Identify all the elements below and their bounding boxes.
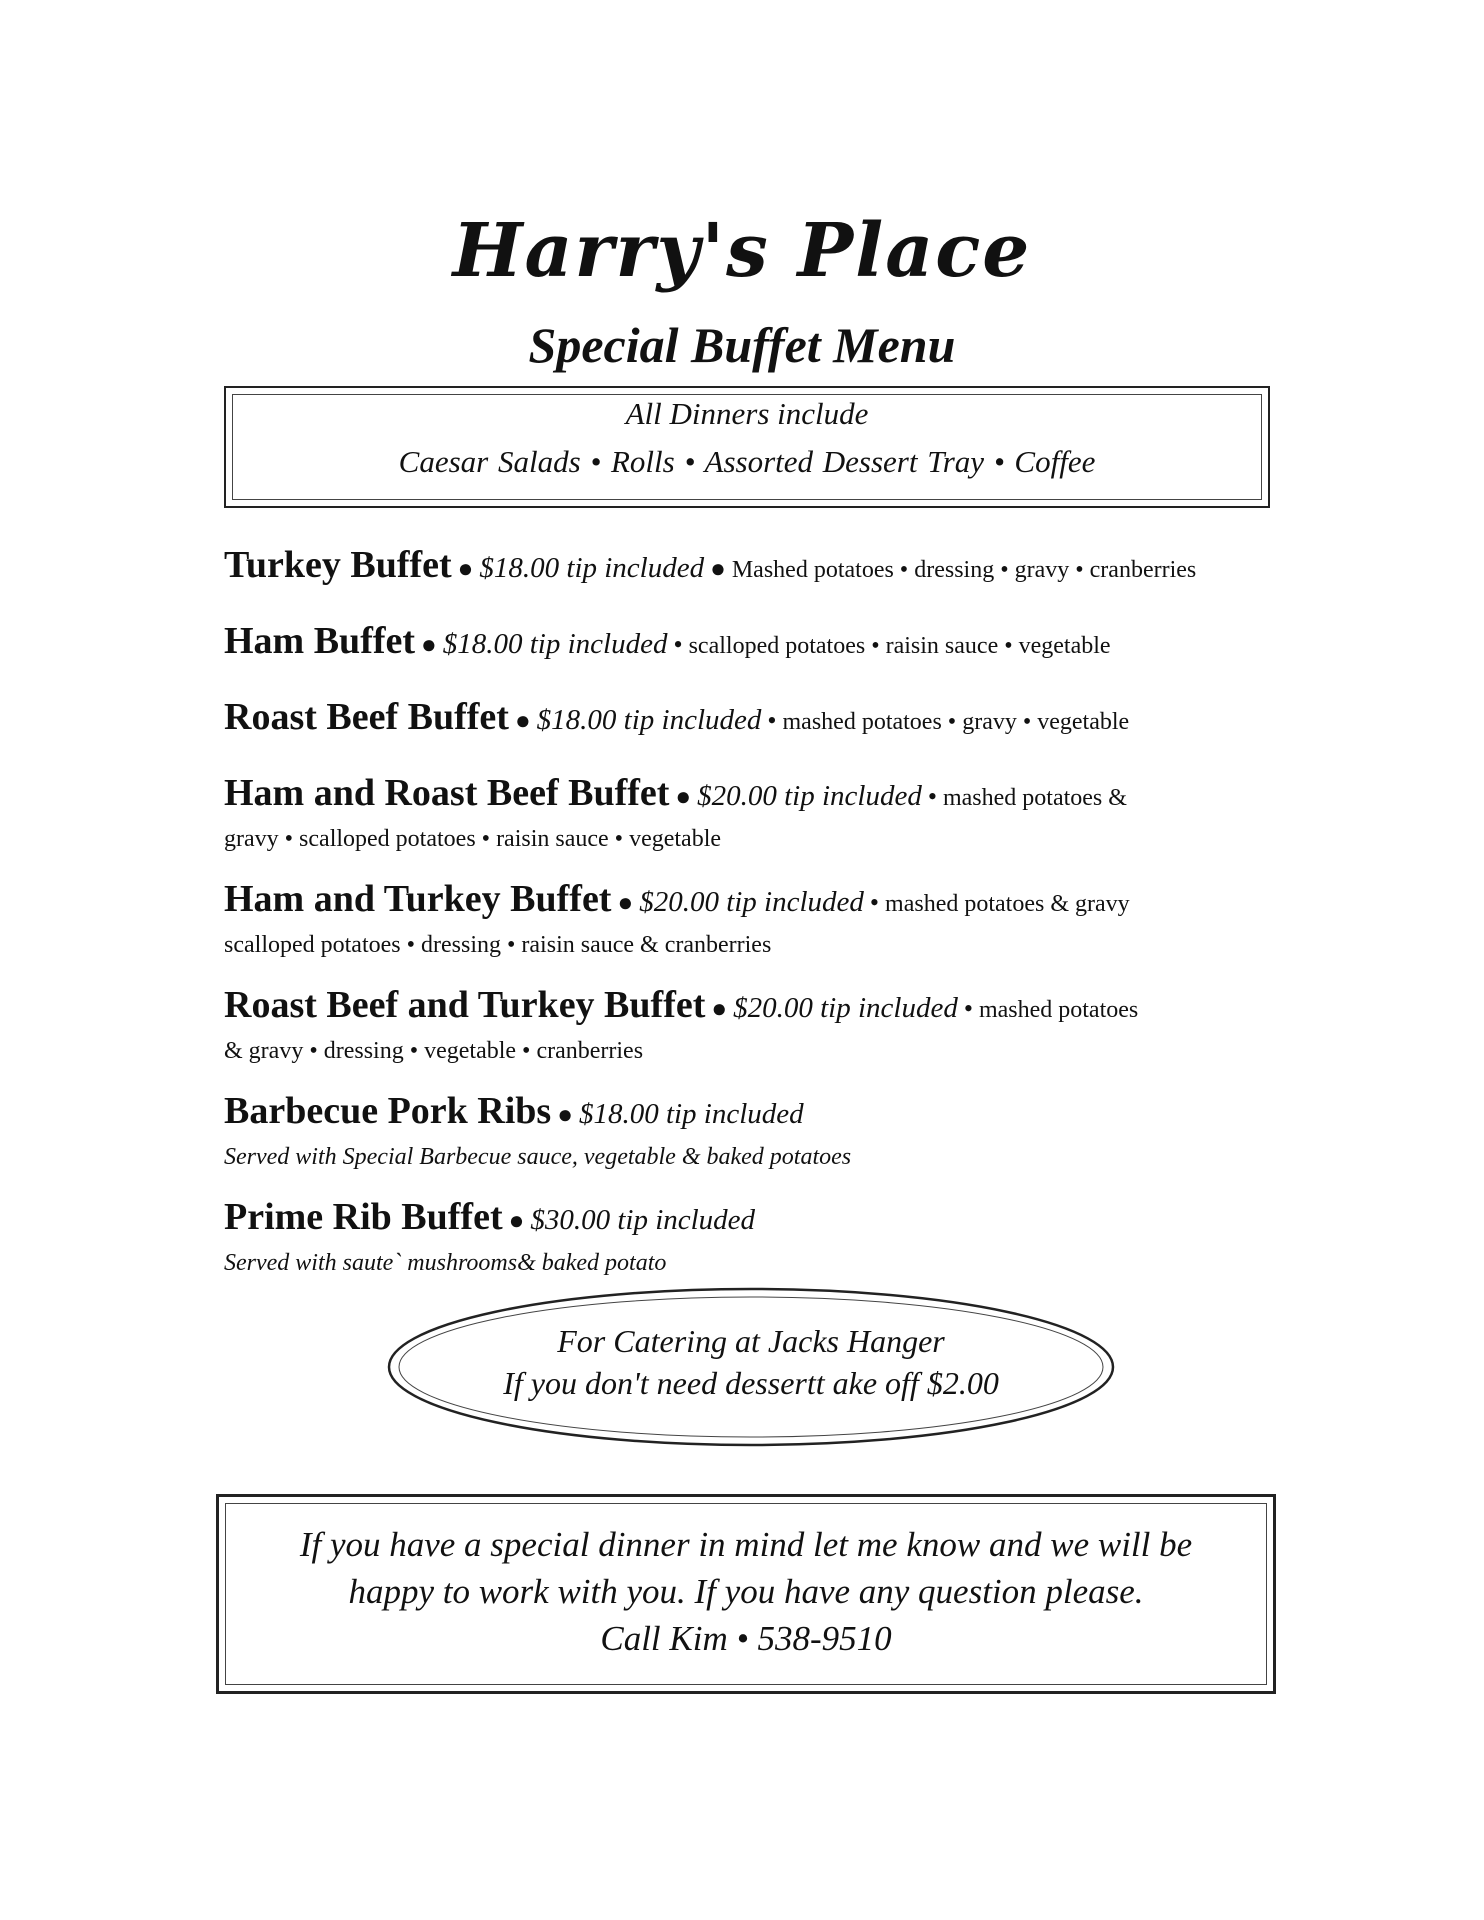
included-items-box <box>224 386 1270 508</box>
bullet-icon: ● <box>557 1100 573 1129</box>
item-price: $20.00 tip included <box>697 780 922 812</box>
catering-line-1: For Catering at Jacks Hanger <box>557 1323 945 1359</box>
item-sides-continued: & gravy • dressing • vegetable • cranberries <box>224 1038 644 1064</box>
note-line-2: happy to work with you. If you have any question please. <box>348 1572 1144 1611</box>
bullet-icon: ● <box>508 1206 525 1235</box>
note-line-1: If you have a special dinner in mind let me know and we will be <box>299 1525 1193 1564</box>
item-name: Ham and Turkey Buffet <box>224 878 612 920</box>
bullet-icon: ● <box>617 888 634 917</box>
bullet-icon: • <box>869 888 880 917</box>
menu-item <box>224 542 1284 596</box>
item-name: Prime Rib Buffet <box>224 1196 503 1238</box>
menu-item <box>224 876 1284 960</box>
bullet-icon: ● <box>710 554 726 583</box>
bullet-icon: ● <box>457 554 474 583</box>
catering-line-2: If you don't need dessertt ake off $2.00 <box>503 1365 999 1401</box>
item-price: $18.00 tip included <box>442 628 668 660</box>
special-dinner-note-box <box>216 1494 1276 1694</box>
item-description: Served with Special Barbecue sauce, vegetable & baked potatoes <box>224 1144 852 1170</box>
item-sides: mashed potatoes & <box>942 785 1127 811</box>
item-name: Roast Beef and Turkey Buffet <box>224 984 706 1026</box>
item-sides: mashed potatoes • gravy • vegetable <box>782 709 1130 735</box>
note-contact: Call Kim • 538-9510 <box>600 1619 892 1658</box>
menu-item <box>224 1194 1284 1278</box>
item-description: Served with saute` mushrooms& baked potato <box>224 1250 667 1276</box>
item-price: $30.00 tip included <box>530 1204 756 1236</box>
catering-oval <box>383 1285 1119 1450</box>
included-items-list: Caesar Salads • Rolls • Assorted Dessert Tray • Coffee <box>398 444 1096 479</box>
bullet-icon: ● <box>675 782 692 811</box>
item-sides-continued: scalloped potatoes • dressing • raisin sauce & cranberries <box>224 932 772 958</box>
item-sides: Mashed potatoes • dressing • gravy • cranberries <box>731 557 1197 583</box>
bullet-icon: ● <box>711 994 728 1023</box>
bullet-icon: • <box>963 994 973 1023</box>
item-sides: scalloped potatoes • raisin sauce • vegetable <box>688 633 1111 659</box>
item-price: $18.00 tip included <box>479 552 705 584</box>
item-price: $18.00 tip included <box>536 704 762 736</box>
buffet-menu-list <box>224 542 1284 1300</box>
item-name: Turkey Buffet <box>224 544 452 586</box>
item-sides: mashed potatoes & gravy <box>885 891 1130 917</box>
bullet-icon: • <box>767 706 777 735</box>
item-name: Roast Beef Buffet <box>224 696 509 738</box>
bullet-icon: • <box>673 630 683 659</box>
included-heading: All Dinners include <box>625 396 869 431</box>
item-name: Ham and Roast Beef Buffet <box>224 772 670 814</box>
item-sides: mashed potatoes <box>978 997 1139 1023</box>
menu-subtitle: Special Buffet Menu <box>528 317 956 373</box>
item-name: Ham Buffet <box>224 620 416 662</box>
item-sides-continued: gravy • scalloped potatoes • raisin sauce • vegetable <box>224 826 722 852</box>
item-price: $20.00 tip included <box>733 992 958 1024</box>
bullet-icon: ● <box>514 706 531 735</box>
note-text <box>219 1521 1273 1662</box>
item-name: Barbecue Pork Ribs <box>224 1090 552 1132</box>
menu-item <box>224 770 1284 854</box>
item-price: $20.00 tip included <box>639 886 864 918</box>
menu-item <box>224 618 1284 672</box>
restaurant-title: Harry's Place <box>452 208 1032 294</box>
item-price: $18.00 tip included <box>578 1098 804 1130</box>
bullet-icon: ● <box>421 630 437 659</box>
menu-item <box>224 982 1284 1066</box>
menu-item <box>224 694 1284 748</box>
bullet-icon: • <box>927 782 937 811</box>
menu-item <box>224 1088 1284 1172</box>
